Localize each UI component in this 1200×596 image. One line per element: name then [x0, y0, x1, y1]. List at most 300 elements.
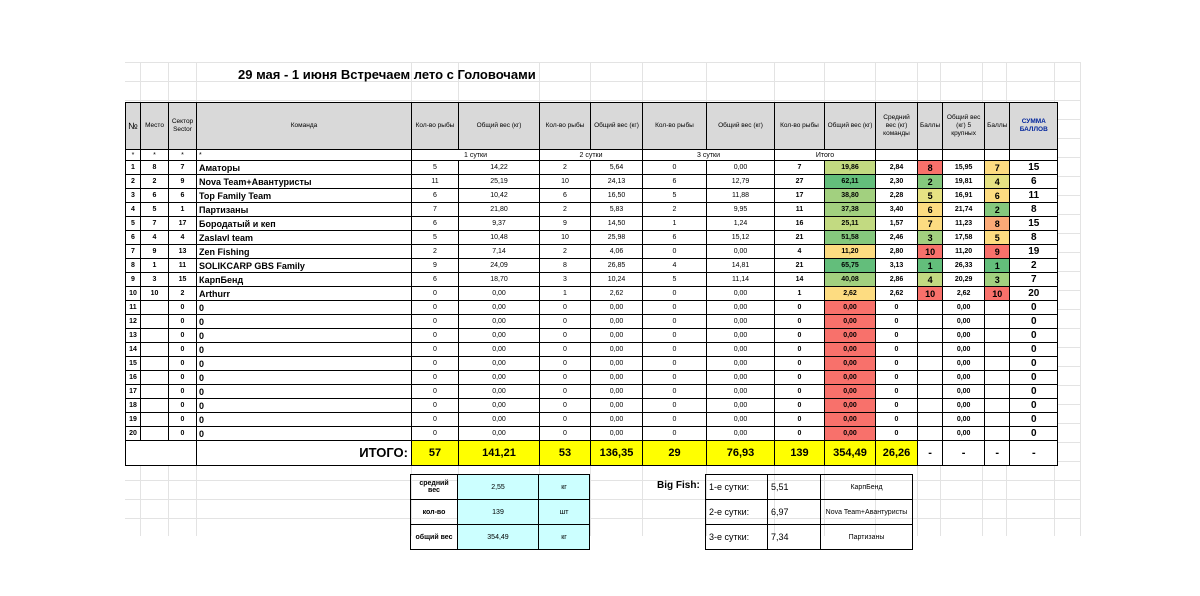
row-number: 2 — [126, 175, 141, 189]
sector-cell: 0 — [169, 315, 197, 329]
weight-day3: 0,00 — [707, 301, 775, 315]
qty-day1: 0 — [412, 315, 459, 329]
weight-total: 0,00 — [825, 315, 876, 329]
sum-points: 0 — [1010, 329, 1058, 343]
qty-day3: 0 — [643, 315, 707, 329]
weight-total: 0,00 — [825, 357, 876, 371]
table-row — [126, 399, 1058, 413]
stats-row — [411, 525, 590, 550]
header-avg-weight: Средний вес (кг) команды — [876, 103, 918, 150]
weight-day1: 24,09 — [459, 259, 540, 273]
qty-total: 27 — [775, 175, 825, 189]
balls-cell — [918, 371, 943, 385]
balls-cell-2 — [985, 385, 1010, 399]
avg-weight: 0 — [876, 399, 918, 413]
weight-day1: 0,00 — [459, 413, 540, 427]
totals-label: ИТОГО: — [197, 441, 412, 466]
weight-total: 0,00 — [825, 427, 876, 441]
place-cell: 5 — [141, 203, 169, 217]
header-team: Команда — [197, 103, 412, 150]
qty-total: 0 — [775, 427, 825, 441]
avg-weight: 3,13 — [876, 259, 918, 273]
avg-weight: 1,57 — [876, 217, 918, 231]
place-cell — [141, 343, 169, 357]
big5-weight: 0,00 — [943, 399, 985, 413]
place-cell — [141, 301, 169, 315]
row-number: 18 — [126, 399, 141, 413]
qty-day3: 0 — [643, 371, 707, 385]
qty-day1: 6 — [412, 217, 459, 231]
qty-day2: 0 — [540, 371, 591, 385]
qty-total: 21 — [775, 259, 825, 273]
sum-points: 15 — [1010, 161, 1058, 175]
row-number: 9 — [126, 273, 141, 287]
team-name: 0 — [197, 301, 412, 315]
row-number: 13 — [126, 329, 141, 343]
weight-day3: 15,12 — [707, 231, 775, 245]
bigfish-team: Партизаны — [821, 525, 913, 550]
team-name: Zaslavl team — [197, 231, 412, 245]
sector-cell: 0 — [169, 385, 197, 399]
weight-day3: 0,00 — [707, 399, 775, 413]
big5-weight: 0,00 — [943, 357, 985, 371]
team-name: Zen Fishing — [197, 245, 412, 259]
team-name: Партизаны — [197, 203, 412, 217]
weight-day3: 14,81 — [707, 259, 775, 273]
bigfish-label: Big Fish: — [657, 480, 700, 491]
results-table — [125, 102, 1058, 466]
weight-day1: 7,14 — [459, 245, 540, 259]
table-row — [126, 287, 1058, 301]
weight-day1: 25,19 — [459, 175, 540, 189]
balls-cell-2: 8 — [985, 217, 1010, 231]
place-cell: 10 — [141, 287, 169, 301]
balls-cell: 10 — [918, 287, 943, 301]
table-row — [126, 231, 1058, 245]
avg-weight: 0 — [876, 427, 918, 441]
sector-cell: 2 — [169, 287, 197, 301]
qty-total: 7 — [775, 161, 825, 175]
avg-weight: 0 — [876, 357, 918, 371]
sum-points: 6 — [1010, 175, 1058, 189]
bigfish-row — [706, 525, 913, 550]
qty-day1: 0 — [412, 427, 459, 441]
table-row — [126, 161, 1058, 175]
sum-points: 0 — [1010, 399, 1058, 413]
qty-day2: 2 — [540, 161, 591, 175]
total-qty-day2: 53 — [540, 441, 591, 466]
weight-day2: 10,24 — [591, 273, 643, 287]
header-weight-day2: Общий вес (кг) — [591, 103, 643, 150]
balls-cell: 8 — [918, 161, 943, 175]
subheader-star: * — [197, 150, 412, 161]
place-cell — [141, 427, 169, 441]
row-number: 1 — [126, 161, 141, 175]
stats-value: 354,49 — [458, 525, 539, 550]
weight-day1: 10,48 — [459, 231, 540, 245]
row-number: 17 — [126, 385, 141, 399]
place-cell — [141, 329, 169, 343]
sum-points: 0 — [1010, 301, 1058, 315]
weight-day2: 5,83 — [591, 203, 643, 217]
balls-cell — [918, 343, 943, 357]
balls-cell — [918, 385, 943, 399]
qty-total: 16 — [775, 217, 825, 231]
weight-day3: 9,95 — [707, 203, 775, 217]
header-qty-day2: Кол-во рыбы — [540, 103, 591, 150]
avg-weight: 0 — [876, 329, 918, 343]
balls-cell — [918, 413, 943, 427]
qty-day1: 0 — [412, 287, 459, 301]
table-row — [126, 301, 1058, 315]
header-weight-total: Общий вес (кг) — [825, 103, 876, 150]
team-name: Аматоры — [197, 161, 412, 175]
header-qty-total: Кол-во рыбы — [775, 103, 825, 150]
avg-weight: 0 — [876, 413, 918, 427]
weight-day2: 0,00 — [591, 301, 643, 315]
weight-day3: 0,00 — [707, 245, 775, 259]
header-place: Место — [141, 103, 169, 150]
weight-total: 65,75 — [825, 259, 876, 273]
table-row — [126, 203, 1058, 217]
big5-weight: 0,00 — [943, 329, 985, 343]
qty-day1: 5 — [412, 161, 459, 175]
totals-empty — [126, 441, 197, 466]
weight-total: 0,00 — [825, 329, 876, 343]
totals-row — [126, 441, 1058, 466]
weight-day3: 0,00 — [707, 287, 775, 301]
bigfish-weight: 7,34 — [768, 525, 821, 550]
qty-day1: 11 — [412, 175, 459, 189]
balls-cell: 1 — [918, 259, 943, 273]
header-row — [126, 103, 1058, 150]
qty-day2: 0 — [540, 399, 591, 413]
place-cell — [141, 371, 169, 385]
qty-day3: 0 — [643, 301, 707, 315]
bigfish-weight: 5,51 — [768, 475, 821, 500]
big5-weight: 21,74 — [943, 203, 985, 217]
row-number: 12 — [126, 315, 141, 329]
weight-day2: 16,50 — [591, 189, 643, 203]
qty-day2: 2 — [540, 245, 591, 259]
avg-weight: 0 — [876, 385, 918, 399]
sector-cell: 17 — [169, 217, 197, 231]
team-name: КарпБенд — [197, 273, 412, 287]
qty-day1: 0 — [412, 357, 459, 371]
qty-total: 0 — [775, 343, 825, 357]
place-cell — [141, 385, 169, 399]
weight-day3: 0,00 — [707, 385, 775, 399]
weight-total: 0,00 — [825, 301, 876, 315]
bigfish-team: Nova Team+Авантуристы — [821, 500, 913, 525]
sector-cell: 11 — [169, 259, 197, 273]
weight-day1: 9,37 — [459, 217, 540, 231]
team-name: 0 — [197, 427, 412, 441]
weight-total: 0,00 — [825, 399, 876, 413]
sum-points: 19 — [1010, 245, 1058, 259]
weight-day3: 12,79 — [707, 175, 775, 189]
qty-day3: 0 — [643, 427, 707, 441]
sector-cell: 0 — [169, 357, 197, 371]
sum-points: 0 — [1010, 357, 1058, 371]
team-name: 0 — [197, 343, 412, 357]
place-cell: 9 — [141, 245, 169, 259]
qty-day2: 10 — [540, 231, 591, 245]
subheader-total: Итого — [775, 150, 876, 161]
weight-day3: 11,88 — [707, 189, 775, 203]
place-cell: 2 — [141, 175, 169, 189]
qty-total: 0 — [775, 315, 825, 329]
spreadsheet — [125, 62, 1080, 542]
place-cell: 1 — [141, 259, 169, 273]
avg-weight: 0 — [876, 371, 918, 385]
bigfish-row — [706, 500, 913, 525]
place-cell: 8 — [141, 161, 169, 175]
balls-cell: 7 — [918, 217, 943, 231]
weight-day2: 0,00 — [591, 329, 643, 343]
place-cell: 3 — [141, 273, 169, 287]
big5-weight: 0,00 — [943, 385, 985, 399]
total-weight-day2: 136,35 — [591, 441, 643, 466]
sector-cell: 0 — [169, 329, 197, 343]
row-number: 5 — [126, 217, 141, 231]
qty-day3: 0 — [643, 413, 707, 427]
weight-total: 0,00 — [825, 413, 876, 427]
qty-day3: 0 — [643, 161, 707, 175]
sum-points: 8 — [1010, 231, 1058, 245]
big5-weight: 15,95 — [943, 161, 985, 175]
balls-cell-2 — [985, 301, 1010, 315]
qty-total: 4 — [775, 245, 825, 259]
balls-cell — [918, 329, 943, 343]
balls-cell-2: 10 — [985, 287, 1010, 301]
big5-weight: 0,00 — [943, 371, 985, 385]
balls-cell-2 — [985, 357, 1010, 371]
qty-day3: 6 — [643, 175, 707, 189]
balls-cell — [918, 357, 943, 371]
avg-weight: 2,46 — [876, 231, 918, 245]
qty-day1: 0 — [412, 343, 459, 357]
totals-dash: - — [1010, 441, 1058, 466]
table-row — [126, 245, 1058, 259]
qty-day3: 0 — [643, 385, 707, 399]
balls-cell-2 — [985, 329, 1010, 343]
sum-points: 11 — [1010, 189, 1058, 203]
big5-weight: 0,00 — [943, 315, 985, 329]
row-number: 10 — [126, 287, 141, 301]
avg-weight: 2,30 — [876, 175, 918, 189]
team-name: 0 — [197, 399, 412, 413]
qty-day2: 1 — [540, 287, 591, 301]
team-name: 0 — [197, 385, 412, 399]
row-number: 19 — [126, 413, 141, 427]
weight-total: 62,11 — [825, 175, 876, 189]
table-row — [126, 315, 1058, 329]
weight-day3: 0,00 — [707, 315, 775, 329]
balls-cell-2 — [985, 315, 1010, 329]
weight-day1: 21,80 — [459, 203, 540, 217]
weight-day2: 26,85 — [591, 259, 643, 273]
table-row — [126, 371, 1058, 385]
balls-cell: 5 — [918, 189, 943, 203]
sum-points: 7 — [1010, 273, 1058, 287]
stats-row — [411, 500, 590, 525]
table-row — [126, 189, 1058, 203]
big5-weight: 11,20 — [943, 245, 985, 259]
weight-day1: 0,00 — [459, 315, 540, 329]
big5-weight: 19,81 — [943, 175, 985, 189]
qty-day2: 8 — [540, 259, 591, 273]
qty-total: 11 — [775, 203, 825, 217]
weight-total: 0,00 — [825, 343, 876, 357]
qty-total: 0 — [775, 413, 825, 427]
qty-total: 0 — [775, 399, 825, 413]
balls-cell-2: 6 — [985, 189, 1010, 203]
row-number: 20 — [126, 427, 141, 441]
qty-day3: 4 — [643, 259, 707, 273]
qty-day2: 0 — [540, 315, 591, 329]
weight-day2: 0,00 — [591, 343, 643, 357]
qty-day2: 0 — [540, 301, 591, 315]
weight-total: 38,80 — [825, 189, 876, 203]
qty-day2: 6 — [540, 189, 591, 203]
header-num: № — [126, 103, 141, 150]
weight-total: 51,58 — [825, 231, 876, 245]
sum-points: 20 — [1010, 287, 1058, 301]
big5-weight: 0,00 — [943, 301, 985, 315]
qty-day2: 0 — [540, 357, 591, 371]
totals-dash: - — [943, 441, 985, 466]
balls-cell-2: 4 — [985, 175, 1010, 189]
balls-cell: 4 — [918, 273, 943, 287]
weight-day1: 10,42 — [459, 189, 540, 203]
bigfish-day: 1-е сутки: — [706, 475, 768, 500]
row-number: 15 — [126, 357, 141, 371]
qty-day1: 5 — [412, 231, 459, 245]
sector-cell: 0 — [169, 413, 197, 427]
sector-cell: 0 — [169, 343, 197, 357]
qty-total: 0 — [775, 357, 825, 371]
table-row — [126, 427, 1058, 441]
sum-points: 0 — [1010, 315, 1058, 329]
qty-day2: 0 — [540, 427, 591, 441]
team-name: Nova Team+Авантуристы — [197, 175, 412, 189]
weight-day1: 0,00 — [459, 357, 540, 371]
weight-day3: 0,00 — [707, 357, 775, 371]
weight-day2: 14,50 — [591, 217, 643, 231]
qty-day3: 6 — [643, 231, 707, 245]
subheader-star: * — [141, 150, 169, 161]
sum-points: 0 — [1010, 385, 1058, 399]
bigfish-day: 2-е сутки: — [706, 500, 768, 525]
place-cell: 4 — [141, 231, 169, 245]
place-cell: 7 — [141, 217, 169, 231]
table-row — [126, 343, 1058, 357]
team-name: Arthurr — [197, 287, 412, 301]
weight-day1: 0,00 — [459, 427, 540, 441]
weight-day2: 4,06 — [591, 245, 643, 259]
avg-weight: 0 — [876, 301, 918, 315]
place-cell — [141, 413, 169, 427]
header-sector: Сектор Sector — [169, 103, 197, 150]
sector-cell: 9 — [169, 175, 197, 189]
header-qty-day3: Кол-во рыбы — [643, 103, 707, 150]
header-balls-2: Баллы — [985, 103, 1010, 150]
weight-day2: 0,00 — [591, 385, 643, 399]
weight-day3: 0,00 — [707, 161, 775, 175]
qty-day2: 3 — [540, 273, 591, 287]
qty-day1: 0 — [412, 413, 459, 427]
total-qty-day1: 57 — [412, 441, 459, 466]
qty-total: 21 — [775, 231, 825, 245]
big5-weight: 0,00 — [943, 427, 985, 441]
big5-weight: 20,29 — [943, 273, 985, 287]
qty-total: 0 — [775, 385, 825, 399]
sector-cell: 6 — [169, 189, 197, 203]
qty-day1: 6 — [412, 273, 459, 287]
sector-cell: 1 — [169, 203, 197, 217]
qty-day2: 9 — [540, 217, 591, 231]
sector-cell: 0 — [169, 399, 197, 413]
team-name: 0 — [197, 413, 412, 427]
qty-total: 14 — [775, 273, 825, 287]
balls-cell-2: 5 — [985, 231, 1010, 245]
qty-day3: 0 — [643, 287, 707, 301]
qty-day1: 2 — [412, 245, 459, 259]
total-weight-day3: 76,93 — [707, 441, 775, 466]
qty-day3: 0 — [643, 399, 707, 413]
qty-total: 0 — [775, 371, 825, 385]
qty-day2: 2 — [540, 203, 591, 217]
total-weight-day1: 141,21 — [459, 441, 540, 466]
balls-cell-2 — [985, 427, 1010, 441]
sum-points: 8 — [1010, 203, 1058, 217]
weight-total: 25,11 — [825, 217, 876, 231]
sum-points: 0 — [1010, 343, 1058, 357]
qty-day1: 0 — [412, 399, 459, 413]
qty-day1: 6 — [412, 189, 459, 203]
sum-points: 0 — [1010, 427, 1058, 441]
page-title: 29 мая - 1 июня Встречаем лето с Головочами — [238, 67, 536, 82]
weight-day3: 0,00 — [707, 371, 775, 385]
stats-label: кол-во — [411, 500, 458, 525]
stats-value: 2,55 — [458, 475, 539, 500]
bigfish-team: КарпБенд — [821, 475, 913, 500]
balls-cell — [918, 399, 943, 413]
qty-total: 0 — [775, 329, 825, 343]
qty-day3: 5 — [643, 189, 707, 203]
sector-cell: 0 — [169, 371, 197, 385]
qty-total: 1 — [775, 287, 825, 301]
avg-weight: 2,62 — [876, 287, 918, 301]
row-number: 3 — [126, 189, 141, 203]
total-qty: 139 — [775, 441, 825, 466]
balls-cell-2: 3 — [985, 273, 1010, 287]
sum-points: 15 — [1010, 217, 1058, 231]
stats-label: общий вес — [411, 525, 458, 550]
big5-weight: 17,58 — [943, 231, 985, 245]
weight-total: 19,86 — [825, 161, 876, 175]
team-name: 0 — [197, 357, 412, 371]
sector-cell: 0 — [169, 301, 197, 315]
table-row — [126, 413, 1058, 427]
weight-total: 0,00 — [825, 385, 876, 399]
weight-day2: 0,00 — [591, 427, 643, 441]
avg-weight: 0 — [876, 315, 918, 329]
sector-cell: 4 — [169, 231, 197, 245]
total-qty-day3: 29 — [643, 441, 707, 466]
balls-cell-2 — [985, 413, 1010, 427]
